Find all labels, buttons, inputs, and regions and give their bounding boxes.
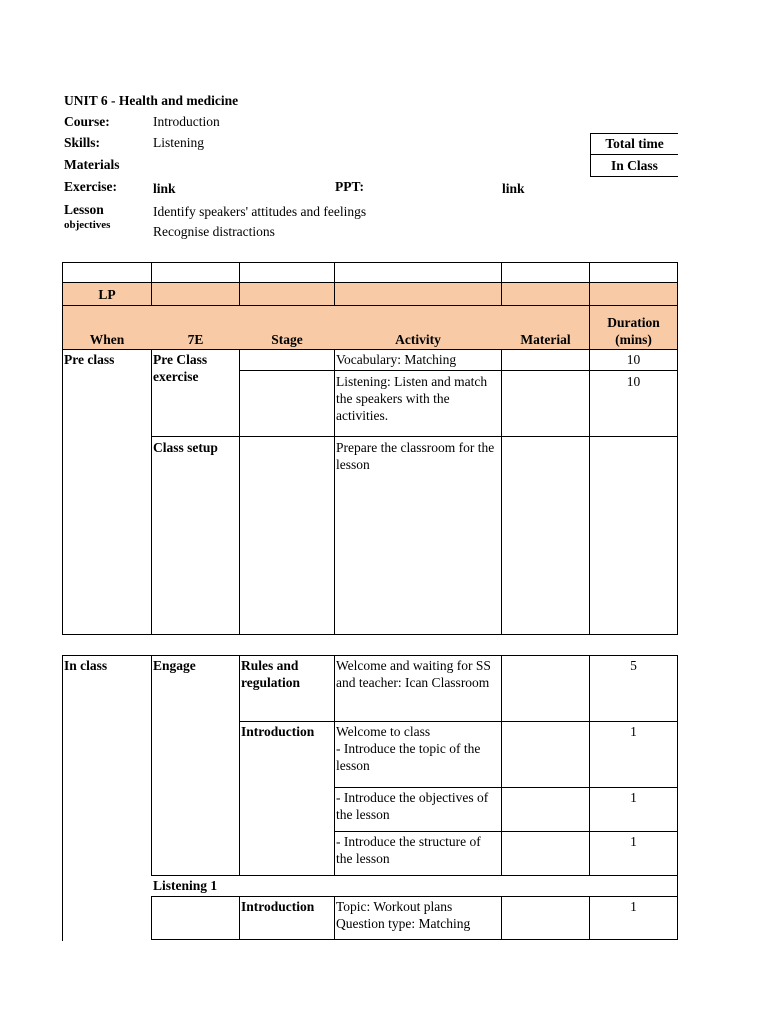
in-class-label: In Class bbox=[611, 158, 658, 173]
t1-hline bbox=[62, 262, 678, 263]
t2-vline bbox=[334, 896, 335, 940]
t2-hline bbox=[151, 896, 678, 897]
duration-vocabulary: 10 bbox=[626, 352, 641, 367]
t1-vline bbox=[677, 262, 678, 635]
ppt-label: PPT: bbox=[335, 179, 364, 194]
t2-hline bbox=[151, 875, 678, 876]
activity-welcome-class-2: - Introduce the topic of the lesson bbox=[336, 741, 481, 773]
total-time-mid-border bbox=[590, 154, 678, 155]
t2-vline bbox=[334, 655, 335, 876]
t1-vline bbox=[334, 262, 335, 306]
t1-vline bbox=[501, 262, 502, 306]
skills-value: Listening bbox=[153, 135, 204, 150]
course-value: Introduction bbox=[153, 114, 220, 129]
t1-hline bbox=[62, 349, 678, 350]
materials-label: Materials bbox=[64, 157, 120, 172]
e-engage: Engage bbox=[153, 658, 196, 673]
t1-vline bbox=[62, 262, 63, 635]
t2-vline bbox=[239, 655, 240, 876]
t1-hline bbox=[62, 305, 678, 306]
col-stage: Stage bbox=[271, 332, 303, 347]
lp-label: LP bbox=[98, 287, 116, 302]
t1-vline bbox=[151, 262, 152, 306]
col-duration-line2: (mins) bbox=[615, 332, 652, 347]
t2-vline bbox=[501, 896, 502, 940]
stage-introduction: Introduction bbox=[241, 724, 315, 739]
duration-welcome-class: 1 bbox=[630, 724, 637, 739]
t2-vline bbox=[151, 896, 152, 940]
page-title: UNIT 6 - Health and medicine bbox=[64, 93, 239, 108]
when-pre-class: Pre class bbox=[64, 352, 115, 367]
objective-1: Identify speakers' attitudes and feelings bbox=[153, 204, 367, 219]
e-pre-class-1: Pre Class bbox=[153, 352, 208, 367]
lesson-label: Lesson bbox=[64, 202, 104, 217]
t2-hline bbox=[151, 939, 678, 940]
t1-vline bbox=[334, 349, 335, 635]
t2-hline bbox=[334, 787, 678, 788]
activity-prepare-classroom: Prepare the classroom for the lesson bbox=[336, 440, 495, 472]
duration-topic: 1 bbox=[630, 899, 637, 914]
e-class-setup: Class setup bbox=[153, 440, 218, 455]
skills-label: Skills: bbox=[64, 135, 101, 150]
col-duration-line1: Duration bbox=[607, 315, 660, 330]
col-activity: Activity bbox=[395, 332, 441, 347]
t2-hline bbox=[239, 721, 678, 722]
lp-row-fill bbox=[63, 283, 678, 305]
lesson-label-cut: objectives bbox=[64, 219, 111, 231]
t2-vline bbox=[677, 655, 678, 940]
when-in-class: In class bbox=[64, 658, 108, 673]
e-pre-class-2: exercise bbox=[153, 369, 199, 384]
course-label: Course: bbox=[64, 114, 110, 129]
total-time-bottom-border bbox=[590, 176, 678, 177]
activity-topic-1: Topic: Workout plans bbox=[336, 899, 453, 914]
activity-welcome-class-1: Welcome to class bbox=[336, 724, 431, 739]
duration-welcome-waiting: 5 bbox=[630, 658, 637, 673]
t1-hline bbox=[239, 370, 678, 371]
t2-hline bbox=[62, 655, 678, 656]
lesson-objectives-label bbox=[64, 201, 149, 231]
activity-welcome-waiting: Welcome and waiting for SS and teacher: Ican Classroom bbox=[336, 658, 491, 690]
duration-objectives: 1 bbox=[630, 790, 637, 805]
objective-2: Recognise distractions bbox=[153, 224, 275, 239]
exercise-label: Exercise: bbox=[64, 179, 117, 194]
activity-objectives: - Introduce the objectives of the lesson bbox=[336, 790, 489, 822]
col-material: Material bbox=[520, 332, 571, 347]
t2-hline bbox=[334, 831, 678, 832]
activity-topic-2: Question type: Matching bbox=[336, 916, 471, 931]
t2-vline bbox=[239, 896, 240, 940]
t2-vline bbox=[151, 655, 152, 876]
t1-vline bbox=[239, 349, 240, 635]
duration-listening: 10 bbox=[626, 374, 641, 389]
t1-vline bbox=[239, 262, 240, 306]
t2-vline bbox=[501, 655, 502, 876]
t1-hline bbox=[62, 634, 678, 635]
t1-hline bbox=[151, 436, 678, 437]
stage-rules-regulation: Rules and regulation bbox=[241, 658, 301, 690]
t2-vline bbox=[62, 655, 63, 941]
stage-introduction-2: Introduction bbox=[241, 899, 315, 914]
t1-vline bbox=[501, 349, 502, 635]
col-when: When bbox=[89, 332, 125, 347]
activity-vocabulary: Vocabulary: Matching bbox=[336, 352, 457, 367]
ppt-link[interactable]: link bbox=[502, 181, 525, 196]
total-time-label: Total time bbox=[605, 136, 664, 151]
duration-structure: 1 bbox=[630, 834, 637, 849]
section-listening-1: Listening 1 bbox=[153, 878, 218, 893]
col-7e: 7E bbox=[187, 332, 204, 347]
t1-vline bbox=[151, 349, 152, 635]
t1-hline bbox=[62, 282, 678, 283]
activity-structure: - Introduce the structure of the lesson bbox=[336, 834, 481, 866]
exercise-link[interactable]: link bbox=[153, 181, 176, 196]
total-time-top-border bbox=[590, 133, 678, 134]
activity-listening: Listening: Listen and match the speakers with the activities. bbox=[336, 374, 488, 423]
